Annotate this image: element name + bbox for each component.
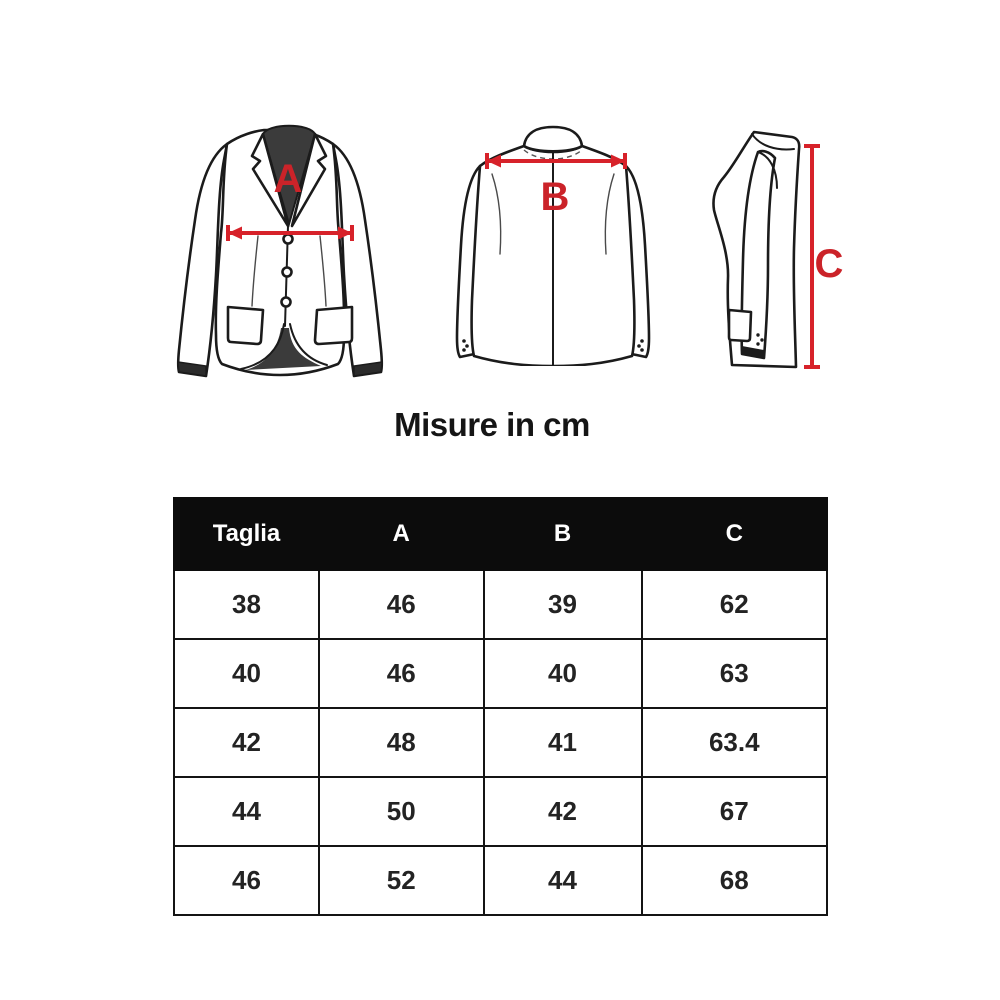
- size-cell: 46: [174, 846, 319, 915]
- size-cell: 68: [642, 846, 827, 915]
- column-header-a: A: [319, 498, 484, 570]
- size-cell: 40: [174, 639, 319, 708]
- size-cell: 42: [484, 777, 642, 846]
- size-cell: 46: [319, 639, 484, 708]
- back-jacket-diagram: [450, 120, 668, 366]
- size-cell: 67: [642, 777, 827, 846]
- size-cell: 62: [642, 570, 827, 639]
- size-table-row: [174, 846, 827, 915]
- size-table-row: [174, 708, 827, 777]
- size-table-row: [174, 639, 827, 708]
- side-pocket: [729, 310, 751, 341]
- front-left-pocket: [228, 307, 263, 344]
- size-cell: 48: [319, 708, 484, 777]
- size-cell: 52: [319, 846, 484, 915]
- size-cell: 44: [174, 777, 319, 846]
- page-title: Misure in cm: [394, 406, 590, 443]
- size-table: [173, 497, 828, 916]
- measure-label-c: C: [814, 242, 844, 286]
- column-header-b: B: [484, 498, 642, 570]
- front-button-1: [284, 235, 293, 244]
- side-jacket-diagram: [702, 118, 850, 380]
- size-cell: 38: [174, 570, 319, 639]
- measure-label-a: A: [273, 157, 303, 201]
- front-jacket-diagram: [157, 110, 403, 392]
- front-button-3: [282, 298, 291, 307]
- back-collar: [524, 127, 582, 151]
- column-header-taglia: Taglia: [174, 498, 319, 570]
- size-cell: 46: [319, 570, 484, 639]
- size-cell: 63: [642, 639, 827, 708]
- column-header-c: C: [642, 498, 827, 570]
- size-cell: 44: [484, 846, 642, 915]
- front-button-2: [283, 268, 292, 277]
- size-cell: 50: [319, 777, 484, 846]
- size-cell: 40: [484, 639, 642, 708]
- measure-label-b: B: [540, 175, 570, 219]
- size-table-row: [174, 570, 827, 639]
- size-table-header-row: [174, 498, 827, 570]
- size-cell: 39: [484, 570, 642, 639]
- size-cell: 41: [484, 708, 642, 777]
- front-right-pocket: [315, 307, 352, 344]
- size-table-row: [174, 777, 827, 846]
- size-cell: 63.4: [642, 708, 827, 777]
- size-cell: 42: [174, 708, 319, 777]
